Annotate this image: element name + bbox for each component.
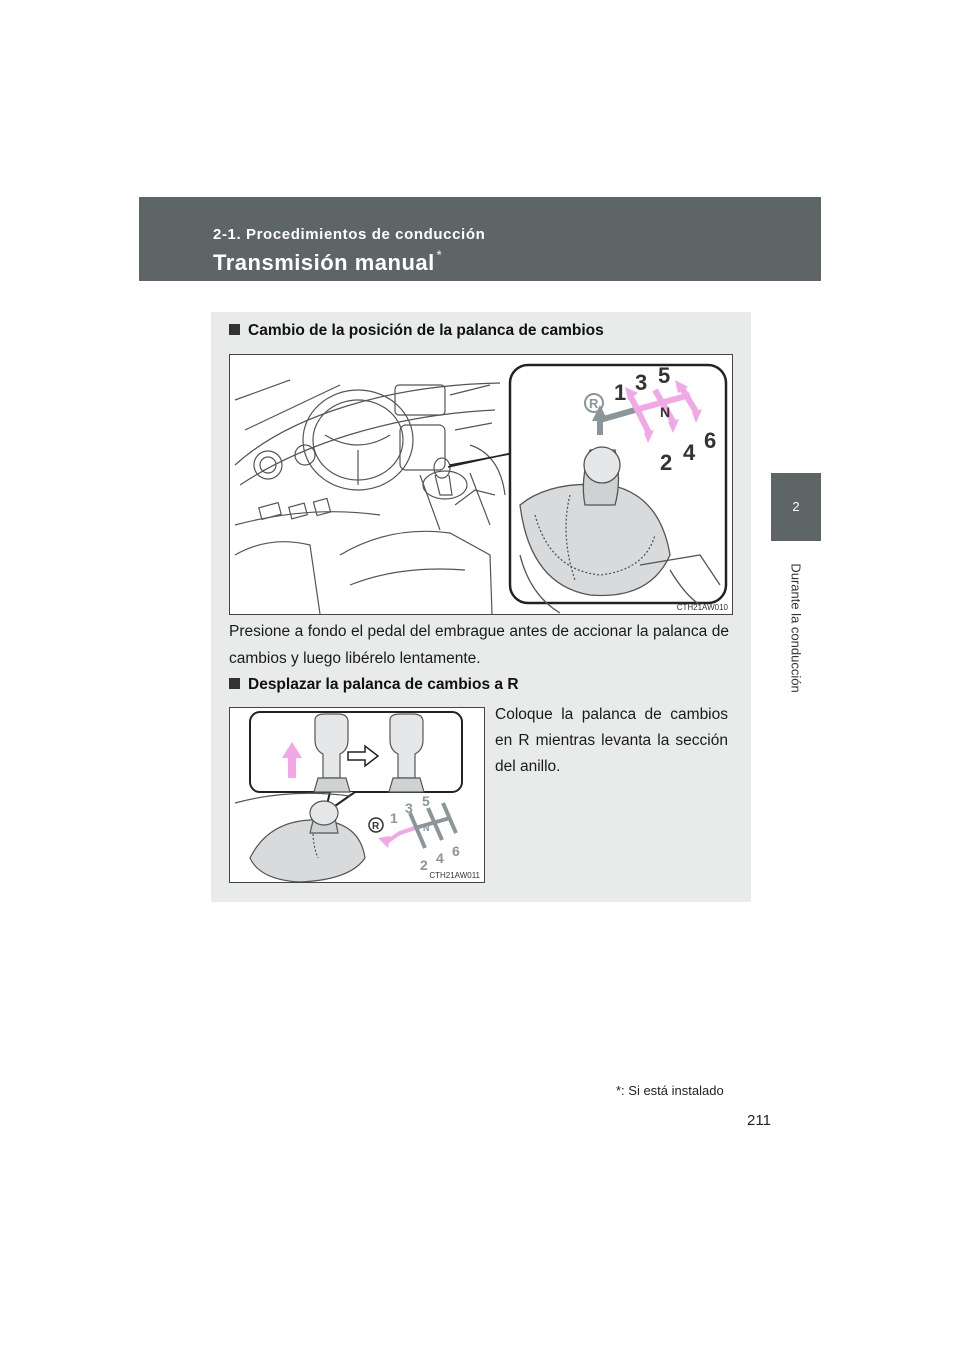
page-title bbox=[213, 250, 442, 276]
title-asterisk: * bbox=[436, 248, 442, 262]
gear-label-2: 2 bbox=[420, 857, 428, 873]
bullet-square-icon bbox=[229, 324, 240, 335]
paragraph-clutch: Presione a fondo el pedal del embrague antes de accionar la palanca de cambios y luego libérelo lentamente. bbox=[229, 623, 729, 667]
gear-label-3: 3 bbox=[635, 370, 648, 395]
figure-code: CTH21AW011 bbox=[429, 871, 480, 880]
chapter-tab-label bbox=[784, 548, 808, 708]
section-label: 2-1. Procedimientos de conducción bbox=[213, 226, 486, 243]
gear-label-4: 4 bbox=[436, 850, 444, 866]
gear-label-5: 5 bbox=[658, 363, 671, 388]
gear-label-4: 4 bbox=[683, 440, 696, 465]
gear-label-3: 3 bbox=[405, 800, 413, 816]
cockpit-illustration bbox=[230, 355, 732, 614]
chapter-tab-label-text: Durante la conducción bbox=[788, 563, 804, 693]
reverse-shift-illustration bbox=[230, 708, 484, 882]
gear-label-6: 6 bbox=[452, 843, 460, 859]
figure-cockpit-shifter bbox=[229, 354, 733, 615]
page-number: 211 bbox=[747, 1112, 771, 1129]
gear-label-6: 6 bbox=[704, 428, 717, 453]
page-title-text: Transmisión manual bbox=[213, 250, 435, 275]
bullet-square-icon bbox=[229, 678, 240, 689]
heading-shift-positions-text: Cambio de la posición de la palanca de cambios bbox=[248, 322, 604, 339]
gear-label-1: 1 bbox=[614, 380, 627, 405]
heading-shift-to-r-text: Desplazar la palanca de cambios a R bbox=[248, 676, 519, 693]
paragraph-reverse: Coloque la palanca de cambios en R mientras levanta la sección del anillo. bbox=[495, 706, 728, 775]
heading-shift-positions bbox=[229, 322, 604, 340]
figure-code: CTH21AW010 bbox=[676, 603, 728, 612]
gear-label-2: 2 bbox=[660, 450, 673, 475]
chapter-tab[interactable]: 2 bbox=[771, 473, 821, 541]
footnote: *: Si está instalado bbox=[616, 1083, 724, 1098]
gear-label-n: N bbox=[423, 823, 430, 833]
gear-label-r: R bbox=[589, 396, 599, 411]
heading-shift-to-r bbox=[229, 676, 519, 694]
figure-shift-to-reverse bbox=[229, 707, 485, 883]
gear-label-5: 5 bbox=[422, 793, 430, 809]
gear-label-n: N bbox=[660, 404, 671, 420]
gear-label-r: R bbox=[372, 821, 380, 832]
gear-label-1: 1 bbox=[390, 810, 398, 826]
